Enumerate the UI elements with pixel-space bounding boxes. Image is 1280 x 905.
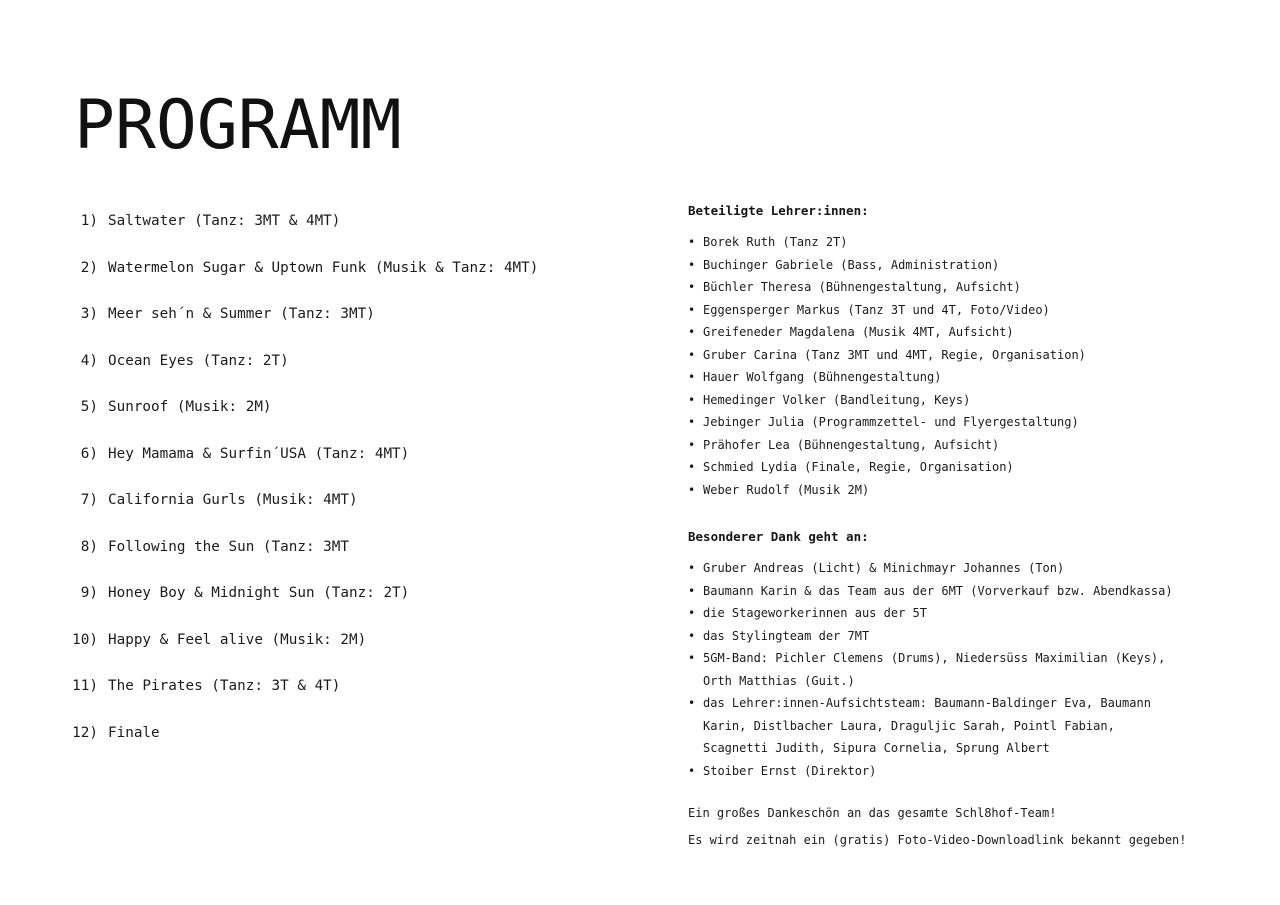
teacher-item [688, 344, 1183, 367]
bullet-icon: • [688, 437, 696, 452]
program-item [58, 384, 538, 431]
program-item-number: 1) [80, 213, 98, 229]
program-item-text: Honey Boy & Midnight Sun (Tanz: 2T) [108, 585, 410, 601]
teacher-item-text: Schmied Lydia (Finale, Regie, Organisation) [703, 460, 1014, 474]
thanks-item-text: die Stageworkerinnen aus der 5T [703, 606, 927, 620]
program-item-text: Following the Sun (Tanz: 3MT [108, 538, 350, 555]
program-item-text: The Pirates (Tanz: 3T & 4T) [108, 678, 341, 694]
teachers-list [688, 231, 1183, 501]
program-item [58, 338, 538, 385]
program-item-text: California Gurls (Musik: 4MT) [108, 492, 358, 508]
teacher-item [688, 254, 1183, 277]
thanks-heading: Besonderer Dank geht an: [688, 529, 869, 544]
closing-line-thanks: Ein großes Dankeschön an das gesamte Schl8hof-Team! [688, 806, 1057, 820]
program-item [58, 663, 538, 710]
page-title: PROGRAMM [74, 86, 402, 165]
teacher-item-text: Gruber Carina (Tanz 3MT und 4MT, Regie, Organisation) [703, 347, 1086, 362]
thanks-item-text: Baumann Karin & das Team aus der 6MT (Vorverkauf bzw. Abendkassa) [703, 583, 1173, 598]
teacher-item [688, 231, 1183, 254]
teacher-item-text: Weber Rudolf (Musik 2M) [703, 482, 870, 497]
teacher-item-text: Borek Ruth (Tanz 2T) [703, 235, 848, 249]
closing-line-downloadlink: Es wird zeitnah ein (gratis) Foto-Video-Downloadlink bekannt gegeben! [688, 833, 1187, 847]
teacher-item [688, 434, 1183, 457]
program-item [58, 617, 538, 664]
teacher-item [688, 389, 1183, 412]
teacher-item [688, 479, 1183, 502]
thanks-item-text: Stoiber Ernst (Direktor) [703, 763, 877, 778]
bullet-icon: • [688, 415, 696, 429]
bullet-icon: • [688, 763, 696, 778]
program-item-number: 2) [80, 259, 98, 276]
bullet-icon: • [688, 696, 696, 710]
teacher-item [688, 366, 1183, 389]
program-item-number: 3) [80, 306, 98, 322]
program-item-text: Watermelon Sugar & Uptown Funk (Musik & Tanz: 4MT) [108, 259, 539, 276]
program-item [58, 477, 538, 524]
program-item [58, 291, 538, 338]
program-item-number: 12) [72, 724, 98, 741]
program-item-text: Ocean Eyes (Tanz: 2T) [108, 352, 289, 369]
program-item-text: Hey Mamama & Surfin´USA (Tanz: 4MT) [108, 445, 410, 462]
program-item [58, 431, 538, 478]
thanks-item-text: das Lehrer:innen-Aufsichtsteam: Baumann-Baldinger Eva, Baumann Karin, Distlbacher Laura, Draguljic Sarah, Pointl Fabian, Scagnetti Judith, Sipura Cornelia, Sprung Albert [703, 696, 1151, 755]
thanks-item [688, 580, 1183, 603]
bullet-icon: • [688, 347, 696, 362]
bullet-icon: • [688, 606, 696, 620]
thanks-item-text: 5GM-Band: Pichler Clemens (Drums), Niedersüss Maximilian (Keys), Orth Matthias (Guit.) [703, 651, 1166, 688]
teacher-item-text: Büchler Theresa (Bühnengestaltung, Aufsicht) [703, 280, 1021, 294]
program-item-number: 11) [72, 678, 98, 694]
bullet-icon: • [688, 280, 696, 294]
program-item-number: 7) [80, 492, 98, 508]
program-item-number: 5) [80, 399, 98, 415]
bullet-icon: • [688, 651, 696, 665]
thanks-item [688, 692, 1183, 760]
bullet-icon: • [688, 370, 696, 384]
program-item-number: 9) [80, 585, 98, 601]
program-item [58, 710, 538, 757]
closing-notes [688, 805, 1208, 848]
program-item-number: 6) [80, 445, 98, 462]
program-list [58, 198, 538, 756]
teacher-item-text: Buchinger Gabriele (Bass, Administration) [703, 257, 1000, 272]
thanks-item [688, 602, 1183, 625]
teacher-item-text: Eggensperger Markus (Tanz 3T und 4T, Foto/Video) [703, 302, 1050, 317]
teachers-heading: Beteiligte Lehrer:innen: [688, 203, 869, 218]
program-item [58, 245, 538, 292]
program-item-number: 8) [80, 538, 98, 555]
thanks-item [688, 760, 1183, 783]
bullet-icon: • [688, 302, 696, 317]
program-item-text: Finale [108, 724, 160, 741]
bullet-icon: • [688, 325, 696, 339]
thanks-item-text: Gruber Andreas (Licht) & Minichmayr Johannes (Ton) [703, 561, 1065, 575]
program-item [58, 570, 538, 617]
bullet-icon: • [688, 392, 696, 407]
teacher-item [688, 299, 1183, 322]
bullet-icon: • [688, 482, 696, 497]
teacher-item [688, 276, 1183, 299]
teacher-item [688, 411, 1183, 434]
bullet-icon: • [688, 460, 696, 474]
teacher-item-text: Jebinger Julia (Programmzettel- und Flyergestaltung) [703, 415, 1079, 429]
bullet-icon: • [688, 561, 696, 575]
bullet-icon: • [688, 583, 696, 598]
teacher-item-text: Greifeneder Magdalena (Musik 4MT, Aufsicht) [703, 325, 1014, 339]
program-item [58, 198, 538, 245]
bullet-icon: • [688, 257, 696, 272]
teacher-item [688, 321, 1183, 344]
bullet-icon: • [688, 235, 696, 249]
program-item-number: 4) [80, 352, 98, 369]
thanks-item [688, 557, 1183, 580]
bullet-icon: • [688, 628, 696, 643]
program-item-text: Saltwater (Tanz: 3MT & 4MT) [108, 213, 341, 229]
teacher-item-text: Hemedinger Volker (Bandleitung, Keys) [703, 392, 971, 407]
teacher-item-text: Hauer Wolfgang (Bühnengestaltung) [703, 370, 942, 384]
teacher-item [688, 456, 1183, 479]
program-item-text: Happy & Feel alive (Musik: 2M) [108, 631, 367, 648]
program-item-number: 10) [72, 631, 98, 648]
program-item-text: Sunroof (Musik: 2M) [108, 399, 272, 415]
thanks-item-text: das Stylingteam der 7MT [703, 628, 870, 643]
thanks-item [688, 647, 1183, 692]
credits-column [688, 203, 1208, 848]
program-item-text: Meer seh´n & Summer (Tanz: 3MT) [108, 306, 375, 322]
program-item [58, 524, 538, 571]
thanks-list [688, 557, 1183, 782]
thanks-item [688, 625, 1183, 648]
teacher-item-text: Prähofer Lea (Bühnengestaltung, Aufsicht) [703, 437, 1000, 452]
